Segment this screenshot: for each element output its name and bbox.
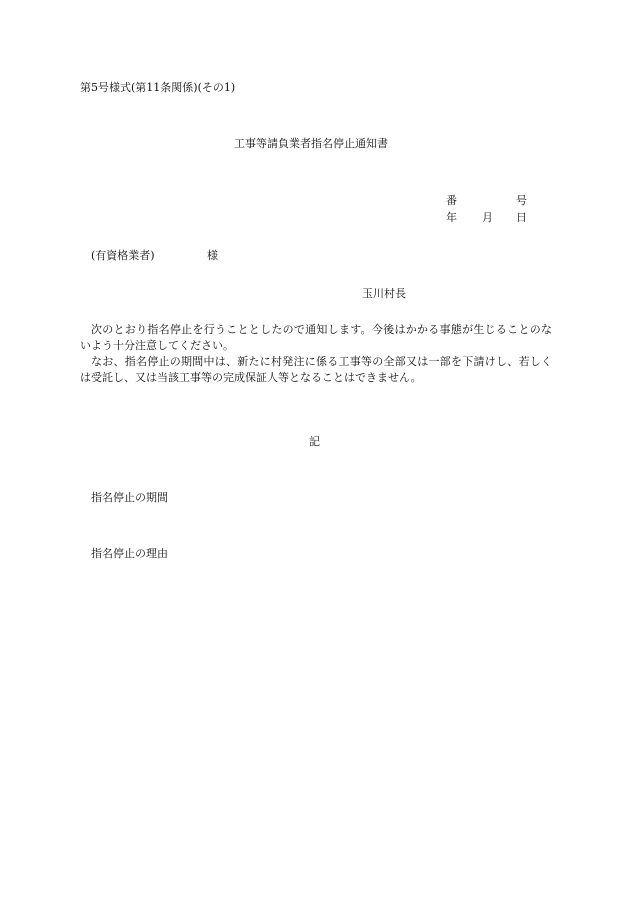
addressee-honorific: 様 (207, 249, 218, 262)
addressee-label: (有資格業者) (91, 249, 155, 262)
notice-paragraph-2: なお、指名停止の期間中は、新たに村発注に係る工事等の全部又は一部を下請けし、若しくは受託し、又は当該工事等の完成保証人等となることはできません。 (80, 355, 552, 384)
notice-body (80, 322, 552, 386)
day-label: 日 (516, 211, 527, 224)
record-heading: 記 (309, 435, 320, 448)
form-number: 第5号様式(第11条関係)(その1) (80, 81, 236, 94)
number-prefix-label: 番 (446, 194, 457, 207)
notice-paragraph-1: 次のとおり指名停止を行うこととしたので通知します。今後はかかる事態が生じることのないよう十分注意してください。 (80, 323, 552, 352)
number-suffix-label: 号 (516, 194, 527, 207)
issuer-name: 玉川村長 (362, 287, 406, 300)
suspension-reason-item: 指名停止の理由 (91, 547, 168, 560)
document-title: 工事等請負業者指名停止通知書 (234, 137, 388, 150)
year-label: 年 (446, 211, 457, 224)
suspension-period-item: 指名停止の期間 (91, 491, 168, 504)
month-label: 月 (482, 211, 493, 224)
